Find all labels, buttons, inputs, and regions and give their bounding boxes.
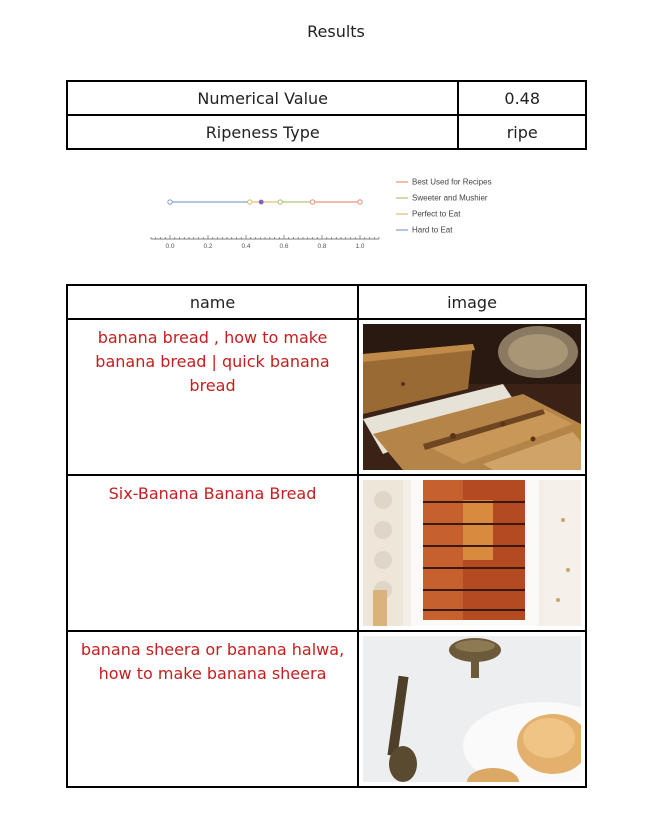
table-row — [67, 631, 586, 787]
recipe-name-cell — [67, 319, 358, 475]
series-endpoint-marker — [358, 200, 362, 204]
banana-sheera-photo[interactable] — [363, 636, 581, 782]
summary-row — [67, 115, 586, 149]
recipe-image-cell — [358, 631, 586, 787]
recipe-name-cell — [67, 631, 358, 787]
summary-row — [67, 81, 586, 115]
ripeness-chart — [140, 168, 530, 258]
column-header-name: name — [67, 285, 358, 319]
recipe-name-link[interactable]: Six-Banana Banana Bread — [108, 484, 317, 503]
table-row — [67, 475, 586, 631]
x-tick-label: 0.8 — [317, 243, 327, 250]
x-tick-label: 0.4 — [241, 243, 251, 250]
x-tick-label: 0.6 — [279, 243, 289, 250]
recipe-image-cell — [358, 319, 586, 475]
series-endpoint-marker — [168, 200, 172, 204]
summary-value: ripe — [458, 115, 586, 149]
page-title: Results — [307, 22, 365, 41]
x-tick-label: 1.0 — [355, 243, 365, 250]
series-endpoint-marker — [278, 200, 282, 204]
results-table — [66, 284, 587, 788]
legend-label: Sweeter and Mushier — [412, 193, 488, 203]
legend-label: Best Used for Recipes — [412, 177, 492, 187]
table-row — [67, 319, 586, 475]
x-tick-label: 0.0 — [165, 243, 175, 250]
results-header-row — [67, 285, 586, 319]
recipe-name-link[interactable]: banana sheera or banana halwa, how to make banana sheera — [80, 640, 345, 683]
recipe-image-cell — [358, 475, 586, 631]
column-header-image: image — [358, 285, 586, 319]
series-endpoint-marker — [310, 200, 314, 204]
summary-value: 0.48 — [458, 81, 586, 115]
summary-label: Ripeness Type — [67, 115, 458, 149]
sliced-banana-bread-photo[interactable] — [363, 480, 581, 626]
banana-bread-photo[interactable] — [363, 324, 581, 470]
recipe-name-cell — [67, 475, 358, 631]
legend-label: Hard to Eat — [412, 225, 453, 235]
series-endpoint-marker — [248, 200, 252, 204]
legend-label: Perfect to Eat — [412, 209, 461, 219]
recipe-name-link[interactable]: banana bread , how to make banana bread | quick banana bread — [95, 328, 330, 395]
summary-table — [66, 80, 587, 150]
summary-label: Numerical Value — [67, 81, 458, 115]
x-tick-label: 0.2 — [203, 243, 213, 250]
current-value-marker — [259, 200, 264, 205]
